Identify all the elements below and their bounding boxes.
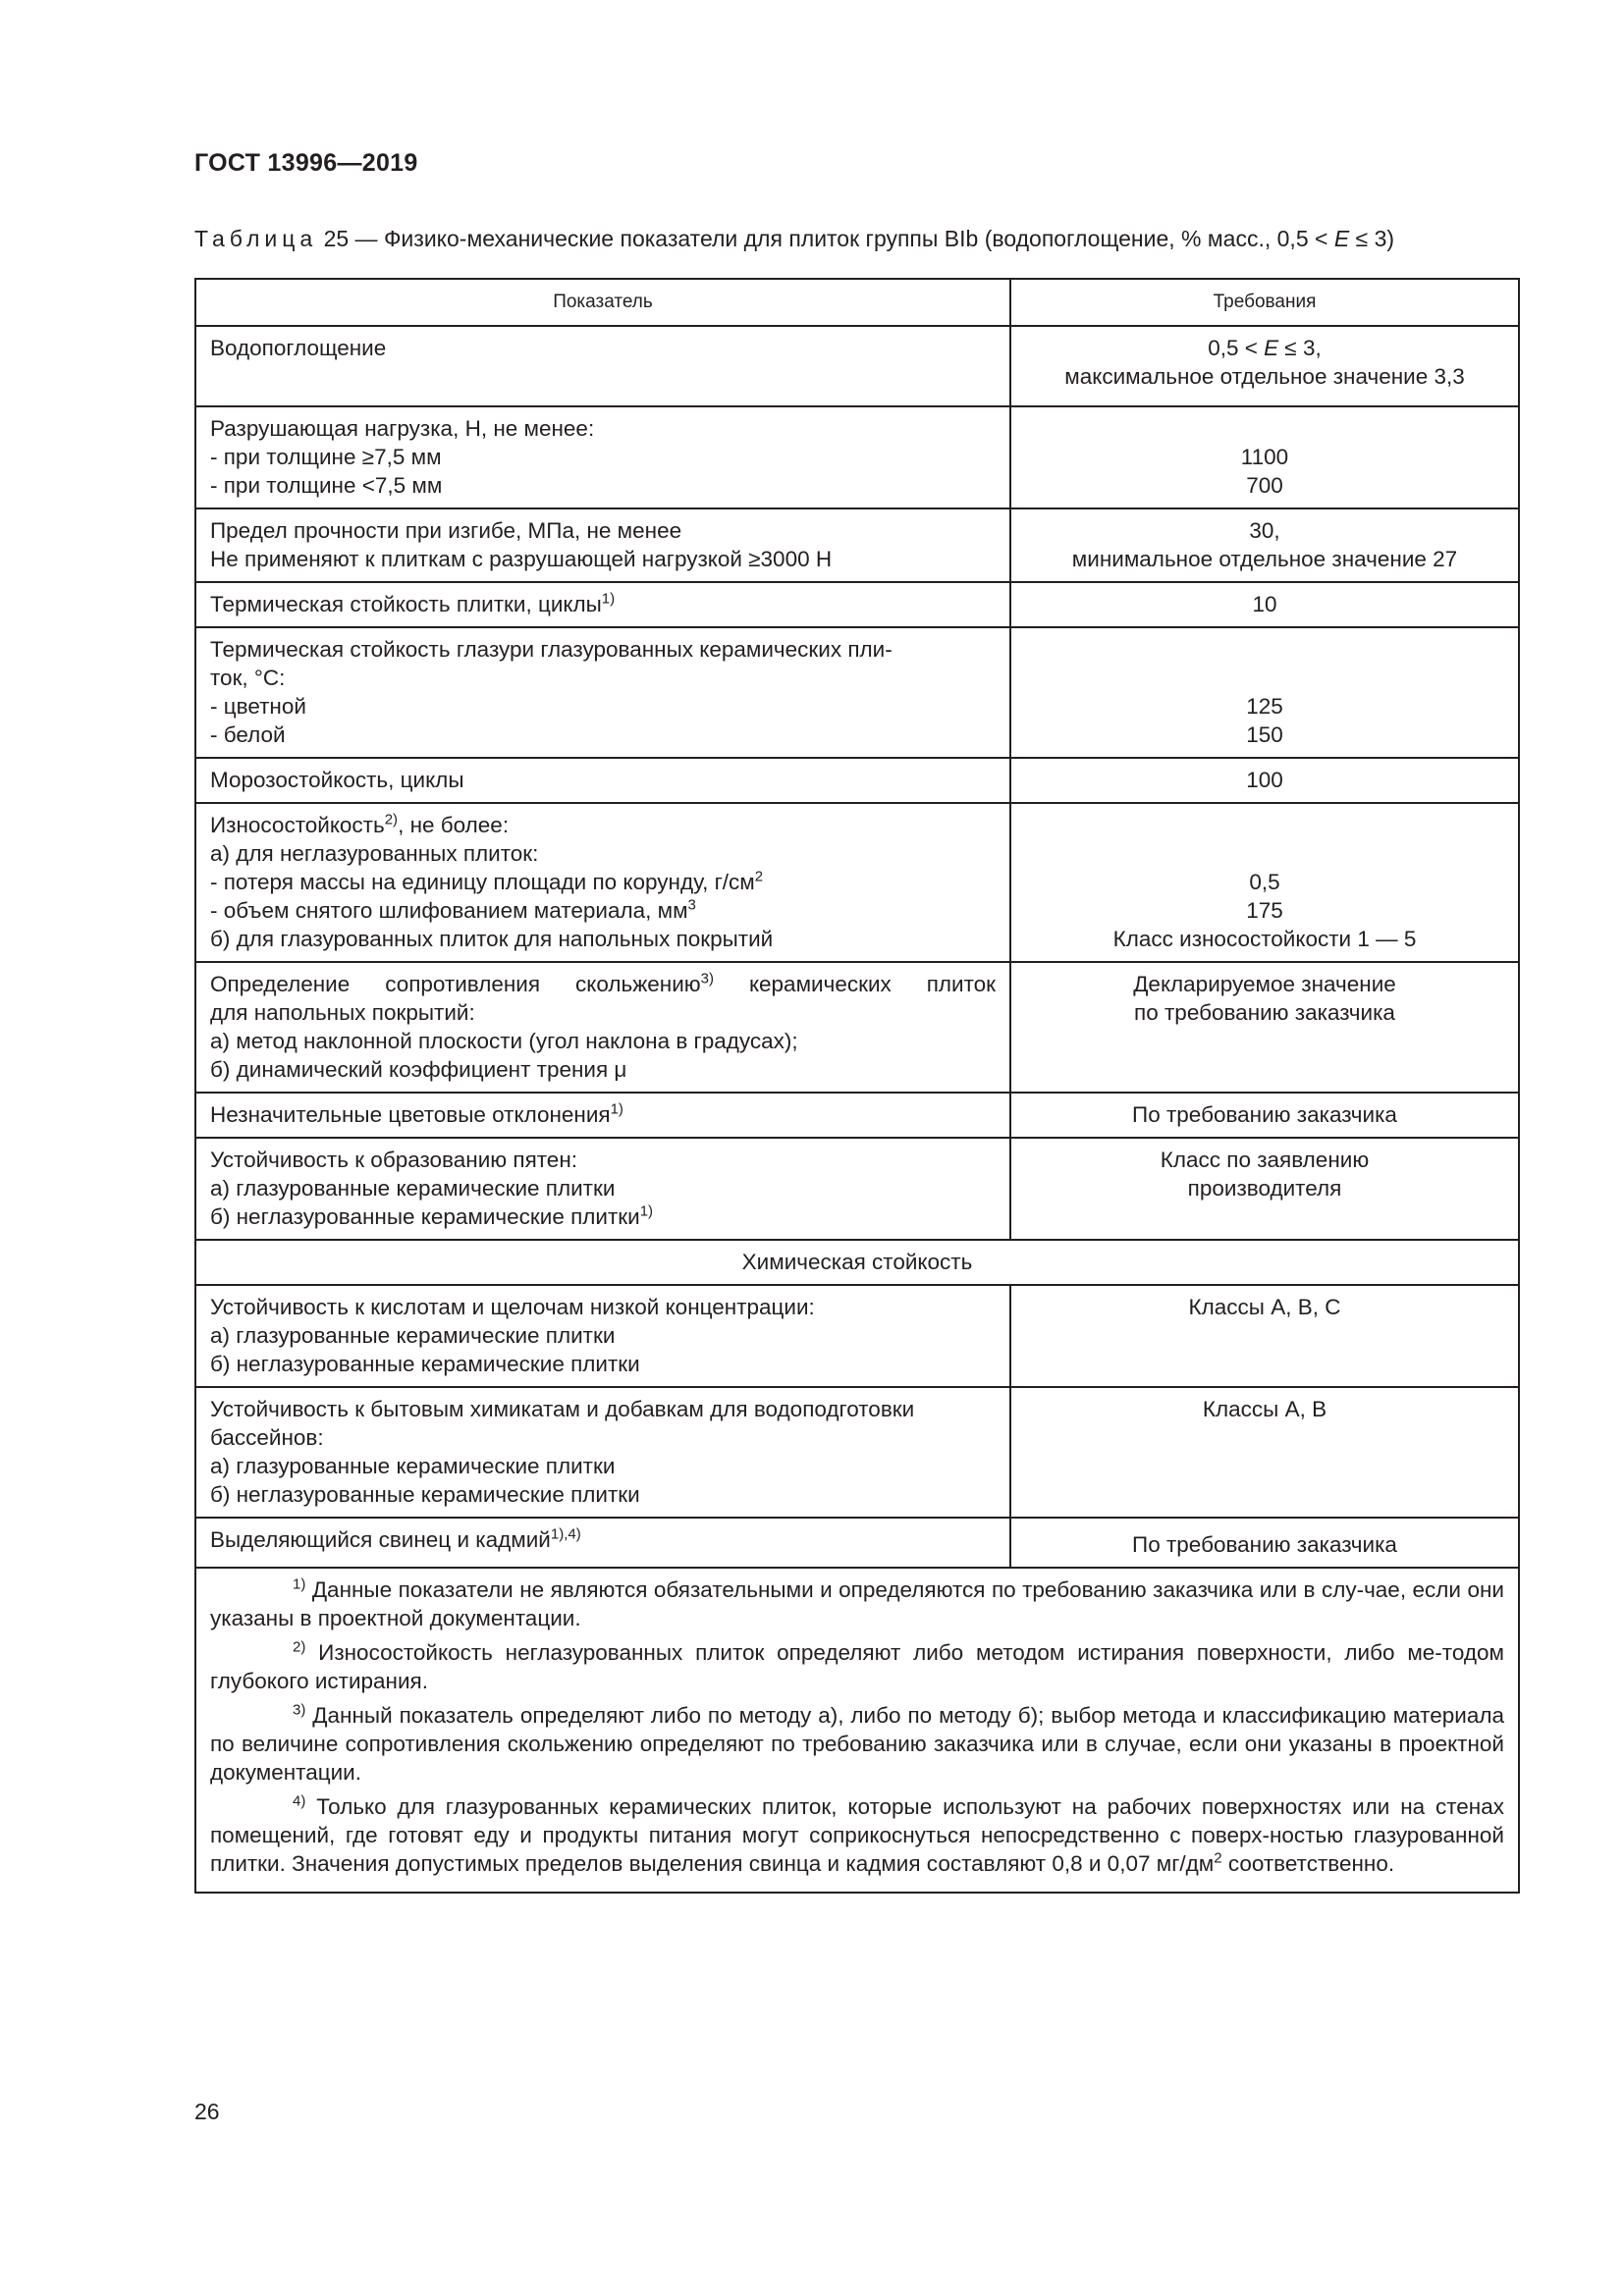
footnote-ref: 1): [639, 1202, 654, 1220]
table-row: [195, 406, 1519, 508]
cell-line: б) неглазурованные керамические плитки: [210, 1204, 640, 1229]
indicator-cell: [195, 1387, 1010, 1518]
cell-line: - при толщине <7,5 мм: [210, 473, 443, 498]
requirement-cell: [1010, 758, 1519, 803]
footnote-text: соответственно.: [1221, 1851, 1395, 1876]
footnote-text: Данные показатели не являются обязательными и определяются по требованию заказчика или в слу-чае, если они указаны в проектной документации.: [210, 1577, 1504, 1630]
cell-line: 0,5: [1249, 870, 1280, 894]
cell-line: 0,5 < E ≤ 3,: [1208, 336, 1322, 360]
cell-line: бассейнов:: [210, 1425, 324, 1450]
cell-line: Класс по заявлению: [1160, 1148, 1370, 1172]
indicator-cell: [195, 803, 1010, 962]
footnote-mark: 2): [293, 1638, 306, 1656]
table-row: [195, 508, 1519, 582]
cell-line: По требованию заказчика: [1132, 1102, 1397, 1127]
cell-line: 175: [1246, 898, 1283, 923]
cell-line: Не применяют к плиткам с разрушающей нагрузкой ≥3000 Н: [210, 547, 833, 571]
requirement-cell: [1010, 627, 1519, 758]
requirement-cell: [1010, 326, 1519, 406]
cell-line: а) глазурованные керамические плитки: [210, 1176, 616, 1201]
table-row: [195, 627, 1519, 758]
requirement-cell: [1010, 1138, 1519, 1240]
cell-line: Термическая стойкость плитки, циклы: [210, 592, 602, 616]
cell-line: - потеря массы на единицу площади по корунду, г/см: [210, 870, 755, 894]
table-header-row: [195, 279, 1519, 326]
table-row: [195, 1093, 1519, 1138]
indicator-cell: [195, 1138, 1010, 1240]
requirements-table: [194, 278, 1520, 1894]
cell-line: 700: [1246, 473, 1283, 498]
cell-line: - объем снятого шлифованием материала, мм: [210, 898, 688, 923]
cell-line: , не более:: [398, 813, 510, 837]
cell-line: Разрушающая нагрузка, Н, не менее:: [210, 416, 595, 441]
cell-line: Морозостойкость, циклы: [210, 768, 464, 792]
table-row: [195, 582, 1519, 627]
column-header-indicator: Показатель: [195, 279, 1010, 326]
document-header: ГОСТ 13996—2019: [194, 149, 418, 177]
footnote-ref: 2): [384, 811, 399, 828]
cell-line: Класс износостойкости 1 — 5: [1112, 927, 1417, 951]
table-row: [195, 1387, 1519, 1518]
indicator-cell: [195, 627, 1010, 758]
indicator-cell: [195, 1518, 1010, 1568]
cell-line: - цветной: [210, 694, 306, 719]
table-row: [195, 803, 1519, 962]
footnote-text: Данный показатель определяют либо по методу а), либо по методу б); выбор метода и классификацию материала по величине сопротивления скольжению определяют по требованию заказчика или в случае, если они указаны в проектной документации.: [210, 1703, 1504, 1785]
requirement-cell: [1010, 508, 1519, 582]
footnote-mark: 3): [293, 1701, 306, 1719]
footnote-text: Только для глазурованных керамических плиток, которые используют на рабочих поверхностях или на стенах помещений, где готовят еду и продукты питания могут соприкоснуться непосредственно с поверх-ностью глазурованной плитки. Значения допустимых пределов выделения свинца и кадмия составляют 0,8 и 0,07 мг/дм: [210, 1794, 1504, 1876]
cell-line: а) глазурованные керамические плитки: [210, 1454, 616, 1478]
indicator-cell: [195, 326, 1010, 406]
footnote-ref: 3): [700, 970, 714, 988]
requirement-cell: [1010, 962, 1519, 1093]
cell-line: максимальное отдельное значение 3,3: [1064, 364, 1465, 389]
section-heading: Химическая стойкость: [195, 1240, 1519, 1285]
cell-line: керамических плиток: [714, 972, 996, 996]
cell-line: Незначительные цветовые отклонения: [210, 1102, 611, 1127]
cell-line: Выделяющийся свинец и кадмий: [210, 1527, 551, 1552]
footnote-ref: 1): [601, 590, 616, 608]
cell-line: б) неглазурованные керамические плитки: [210, 1482, 640, 1507]
requirement-cell: [1010, 1093, 1519, 1138]
footnote: [210, 1701, 1504, 1787]
cell-line: Устойчивость к образованию пятен:: [210, 1148, 577, 1172]
cell-line: Предел прочности при изгибе, МПа, не менее: [210, 518, 682, 543]
cell-line: ток, °С:: [210, 666, 286, 690]
column-header-requirement: Требования: [1010, 279, 1519, 326]
requirement-cell: [1010, 406, 1519, 508]
footnote: [210, 1638, 1504, 1695]
cell-line: 100: [1246, 768, 1283, 792]
table-row: [195, 326, 1519, 406]
cell-line: Устойчивость к бытовым химикатам и добавкам для водоподготовки: [210, 1397, 915, 1421]
cell-line: а) глазурованные керамические плитки: [210, 1323, 616, 1348]
indicator-cell: [195, 508, 1010, 582]
superscript: 2: [754, 868, 764, 885]
table-row: [195, 1518, 1519, 1568]
indicator-cell: [195, 406, 1010, 508]
superscript: 3: [687, 896, 696, 914]
cell-line: 150: [1246, 722, 1283, 747]
caption-variable: E: [1333, 226, 1350, 251]
indicator-cell: [195, 1285, 1010, 1387]
cell-line: 10: [1252, 592, 1277, 616]
page-number: 26: [194, 2099, 220, 2124]
footnote-text: Износостойкость неглазурованных плиток определяют либо методом истирания поверхности, либо ме-тодом глубокого истирания.: [210, 1640, 1504, 1693]
notes-row: [195, 1568, 1519, 1893]
table-row: [195, 1285, 1519, 1387]
footnote: [210, 1575, 1504, 1632]
indicator-cell: [195, 1093, 1010, 1138]
requirement-cell: [1010, 1387, 1519, 1518]
cell-line: а) для неглазурованных плиток:: [210, 841, 539, 866]
cell-line: - белой: [210, 722, 286, 747]
caption-title: 25 — Физико-механические показатели для плиток группы BIb (водопоглощение, % масс., 0,5 <: [317, 226, 1334, 251]
cell-line: Определение сопротивления скольжению: [210, 972, 701, 996]
cell-line: Термическая стойкость глазури глазурованных керамических пли-: [210, 637, 893, 662]
caption-tail: ≤ 3): [1349, 226, 1395, 251]
cell-line: 30,: [1249, 518, 1280, 543]
cell-line: Устойчивость к кислотам и щелочам низкой концентрации:: [210, 1295, 815, 1319]
table-row: [195, 1138, 1519, 1240]
cell-line: а) метод наклонной плоскости (угол наклона в градусах);: [210, 1029, 798, 1053]
footnote-mark: 4): [293, 1792, 306, 1810]
cell-line: 1100: [1240, 445, 1289, 469]
indicator-cell: [195, 758, 1010, 803]
table-row: [195, 758, 1519, 803]
requirement-cell: [1010, 803, 1519, 962]
cell-line: б) неглазурованные керамические плитки: [210, 1352, 640, 1376]
cell-line: Классы А, В: [1202, 1397, 1327, 1421]
footnote-mark: 1): [293, 1575, 306, 1593]
cell-line: По требованию заказчика: [1132, 1532, 1397, 1557]
indicator-cell: [195, 962, 1010, 1093]
footnote: [210, 1792, 1504, 1878]
cell-line: Декларируемое значение: [1133, 972, 1396, 996]
cell-line: Классы А, В, С: [1188, 1295, 1341, 1319]
indicator-cell: [195, 582, 1010, 627]
cell-line: - при толщине ≥7,5 мм: [210, 445, 442, 469]
table-caption: [194, 226, 1394, 252]
cell-line: Износостойкость: [210, 813, 385, 837]
cell-line: б) для глазурованных плиток для напольных покрытий: [210, 927, 774, 951]
superscript: 2: [1214, 1849, 1222, 1867]
cell-line: 125: [1246, 694, 1283, 719]
section-row: [195, 1240, 1519, 1285]
caption-label: Таблица: [194, 226, 318, 251]
cell-line: минимальное отдельное значение 27: [1071, 547, 1458, 571]
footnote-ref: 1): [610, 1100, 623, 1118]
cell-line: по требованию заказчика: [1134, 1000, 1395, 1025]
requirement-cell: [1010, 582, 1519, 627]
footnote-ref: 1),4): [550, 1525, 581, 1543]
table-row: [195, 962, 1519, 1093]
cell-line: производителя: [1187, 1176, 1342, 1201]
requirement-cell: [1010, 1285, 1519, 1387]
cell-line: б) динамический коэффициент трения μ: [210, 1057, 627, 1082]
cell-line: Водопоглощение: [210, 336, 387, 360]
table-notes: [195, 1568, 1519, 1893]
requirement-cell: [1010, 1518, 1519, 1568]
cell-line: для напольных покрытий:: [210, 1000, 475, 1025]
